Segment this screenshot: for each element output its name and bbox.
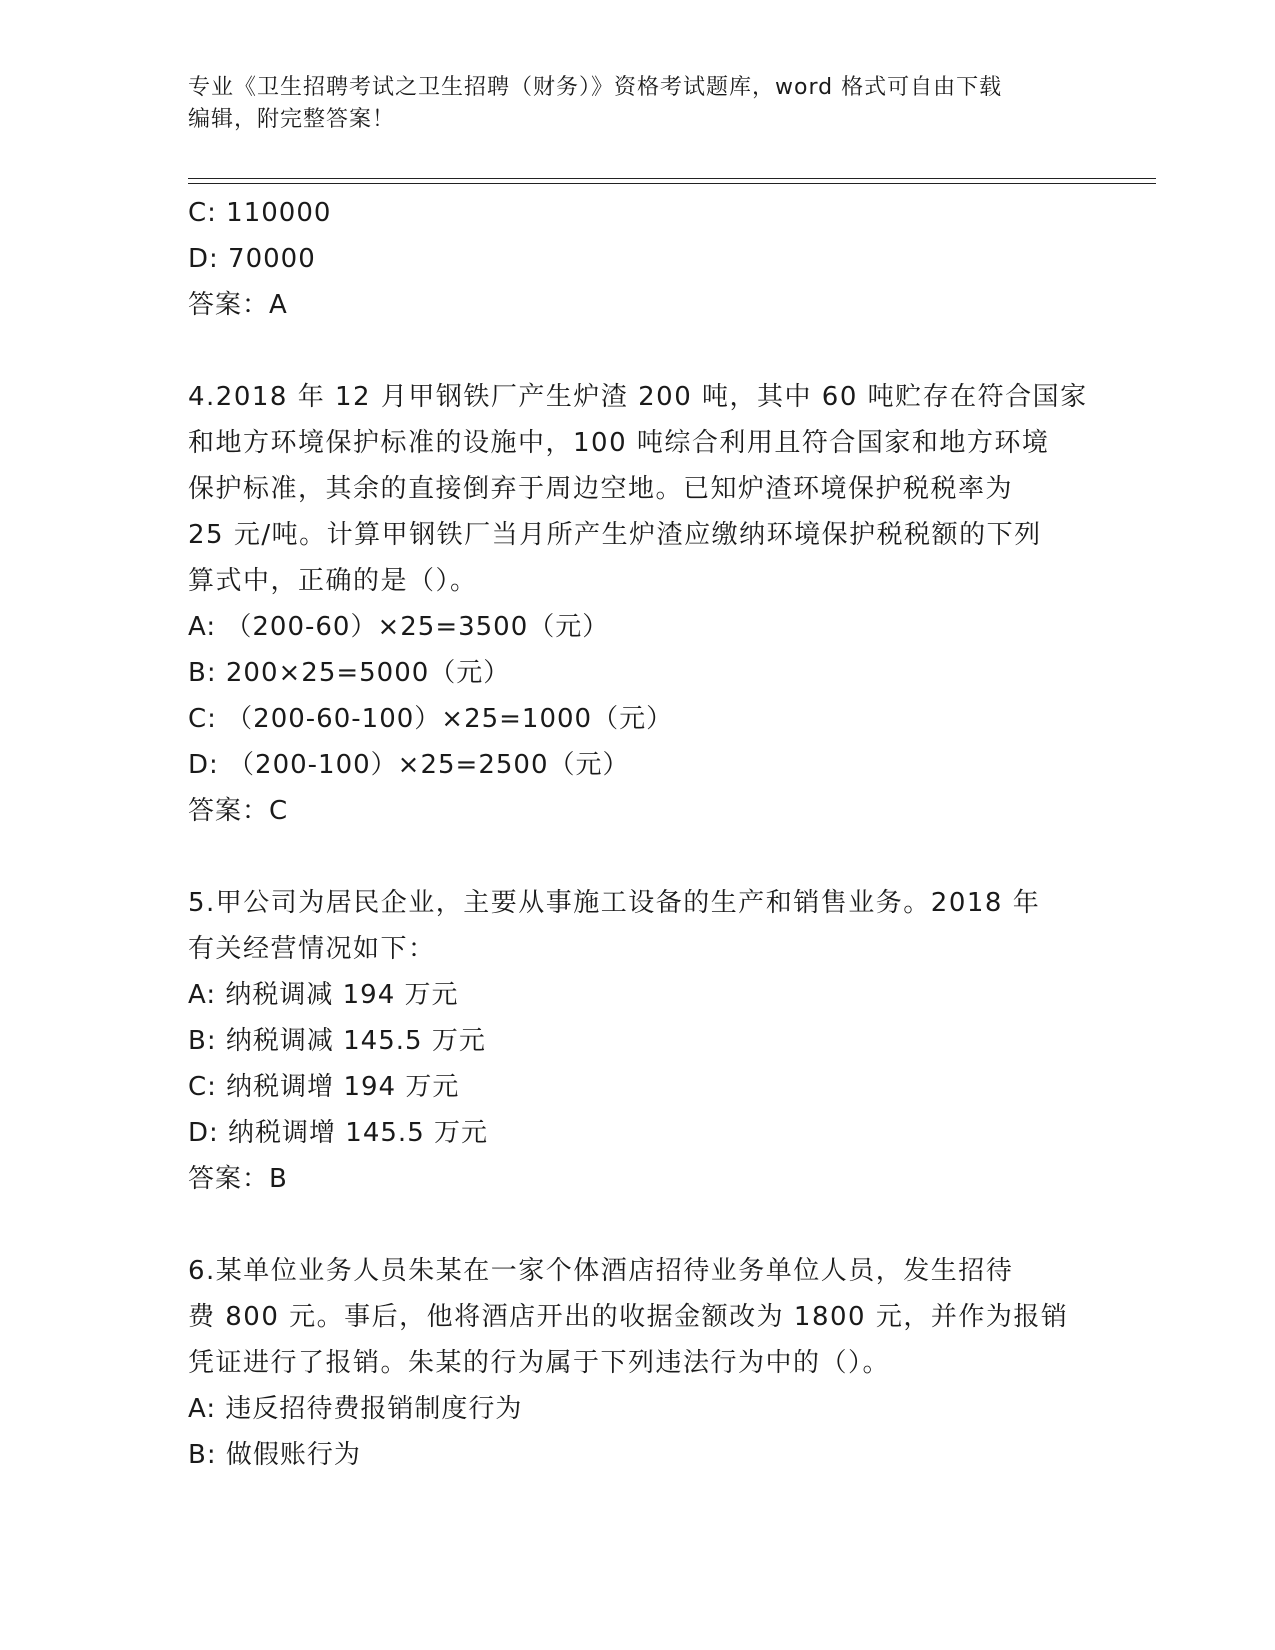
option-b: B: 200×25=5000（元）	[188, 658, 511, 688]
header-line-1: 专业《卫生招聘考试之卫生招聘（财务）》资格考试题库，word 格式可自由下载	[188, 75, 1003, 100]
question-text-line: 费 800 元。事后，他将酒店开出的收据金额改为 1800 元，并作为报销	[188, 1302, 1069, 1332]
option-c: C: 110000	[188, 198, 332, 228]
question-text-line: 凭证进行了报销。朱某的行为属于下列违法行为中的（）。	[188, 1348, 891, 1378]
option-b: B: 做假账行为	[188, 1440, 361, 1470]
question-3-tail	[188, 190, 1088, 328]
option-a: A: 纳税调减 194 万元	[188, 980, 459, 1010]
option-c: C: 纳税调增 194 万元	[188, 1072, 460, 1102]
question-text-line: 有关经营情况如下：	[188, 934, 436, 964]
header-line-2: 编辑，附完整答案！	[188, 107, 396, 132]
spacer	[188, 328, 1088, 374]
spacer	[188, 1202, 1088, 1248]
question-text-line: 和地方环境保护标准的设施中，100 吨综合利用且符合国家和地方环境	[188, 428, 1050, 458]
question-5	[188, 880, 1088, 1202]
question-text-line: 5.甲公司为居民企业，主要从事施工设备的生产和销售业务。2018 年	[188, 888, 1041, 918]
question-text-line: 25 元/吨。计算甲钢铁厂当月所产生炉渣应缴纳环境保护税税额的下列	[188, 520, 1042, 550]
option-a: A: 违反招待费报销制度行为	[188, 1394, 523, 1424]
option-a: A: （200-60）×25=3500（元）	[188, 612, 610, 642]
question-content	[188, 190, 1088, 1478]
question-6	[188, 1248, 1088, 1478]
header-divider-bottom	[188, 183, 1156, 184]
option-d: D: 纳税调增 145.5 万元	[188, 1118, 489, 1148]
document-header	[188, 72, 1088, 136]
answer-line: 答案：B	[188, 1164, 288, 1194]
question-text-line: 4.2018 年 12 月甲钢铁厂产生炉渣 200 吨，其中 60 吨贮存在符合国家	[188, 382, 1088, 412]
header-divider-top	[188, 178, 1156, 179]
option-b: B: 纳税调减 145.5 万元	[188, 1026, 486, 1056]
option-d: D: （200-100）×25=2500（元）	[188, 750, 630, 780]
answer-line: 答案：A	[188, 290, 288, 320]
answer-line: 答案：C	[188, 796, 289, 826]
question-4	[188, 374, 1088, 834]
question-text-line: 保护标准，其余的直接倒弃于周边空地。已知炉渣环境保护税税率为	[188, 474, 1014, 504]
question-text-line: 6.某单位业务人员朱某在一家个体酒店招待业务单位人员，发生招待	[188, 1256, 1014, 1286]
option-c: C: （200-60-100）×25=1000（元）	[188, 704, 674, 734]
question-text-line: 算式中，正确的是（）。	[188, 566, 478, 596]
spacer	[188, 834, 1088, 880]
option-d: D: 70000	[188, 244, 316, 274]
